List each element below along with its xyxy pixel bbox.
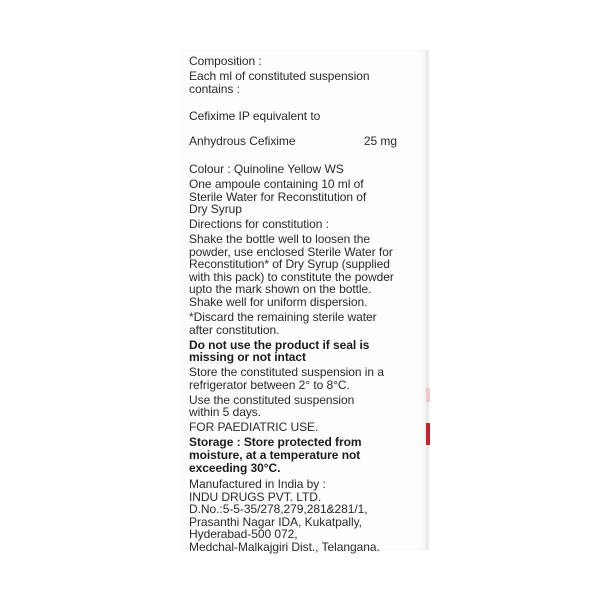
use-within-days: Use the constituted suspension within 5 days. xyxy=(189,392,355,420)
storage-conditions: Storage : Store protected from moisture, at a temperature not exceeding 30°C. xyxy=(189,435,362,475)
product-label-text xyxy=(189,55,421,556)
colour-info: Colour : Quinoline Yellow WS xyxy=(189,161,344,176)
refrigerator-storage: Store the constituted suspension in a refrigerator between 2° to 8°C. xyxy=(189,365,384,392)
active-ingredient-line2: Anhydrous Cefixime xyxy=(189,134,296,149)
carton-side-edge xyxy=(426,50,429,550)
directions-text: Shake the bottle well to loosen the powder, use enclosed Sterile Water for Reconstitution* of Dry Syrup (supplied with this pack) to constitute the powder upto the mark shown on the bottle. Shake well for uniform dispersion. xyxy=(189,232,394,310)
manufacturer-name: INDU DRUGS PVT. LTD. xyxy=(189,489,322,504)
manufactured-by: Manufactured in India by : xyxy=(189,477,326,492)
side-color-mark-red xyxy=(426,423,430,445)
ampoule-info: One ampoule containing 10 ml of Sterile Water for Reconstitution of Dry Syrup xyxy=(189,176,367,217)
seal-warning: Do not use the product if seal is missing or not intact xyxy=(189,337,370,365)
active-ingredient-dose-row xyxy=(189,135,397,148)
paediatric-use: FOR PAEDIATRIC USE. xyxy=(189,420,319,435)
composition-text: Each ml of constituted suspension contains : xyxy=(189,68,370,96)
active-ingredient-line1: Cefixime IP equivalent to xyxy=(189,109,321,124)
active-ingredient-dose: 25 mg xyxy=(363,134,397,149)
composition-heading: Composition : xyxy=(189,54,262,68)
directions-heading: Directions for constitution : xyxy=(189,217,329,232)
manufacturer-block xyxy=(189,478,421,554)
manufacturer-address: D.No.:5-5-35/278,279,281&281/1, Prasanthi Nagar IDA, Kukatpally, Hyderabad-500 072, Medchal-Malkajgiri Dist., Telangana. xyxy=(189,502,380,555)
side-color-mark-pink xyxy=(426,388,430,402)
active-ingredient xyxy=(189,98,421,161)
discard-note: *Discard the remaining sterile water after constitution. xyxy=(189,310,377,337)
